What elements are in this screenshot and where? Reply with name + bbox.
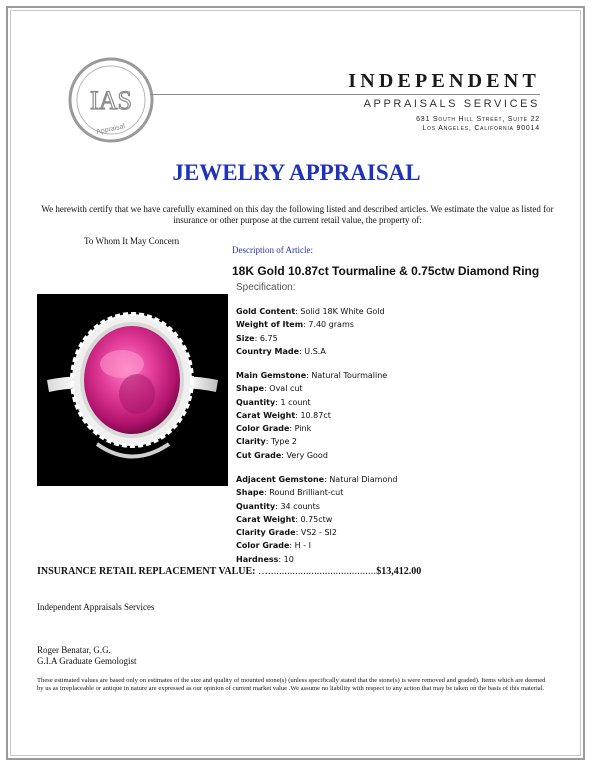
svg-text:Appraisal: Appraisal — [95, 123, 126, 136]
spec-value: Very Good — [286, 450, 328, 460]
header-divider — [150, 94, 540, 95]
spec-row: Cut Grade: Very Good — [236, 450, 328, 460]
specification-label: Specification: — [236, 282, 296, 293]
company-footer: Independent Appraisals Services — [37, 602, 155, 612]
spec-value: Pink — [294, 424, 312, 434]
spec-key: Cut Grade — [236, 450, 282, 460]
spec-value: Oval cut — [269, 384, 303, 394]
ring-photo — [37, 294, 228, 486]
spec-row: Gold Content: Solid 18K White Gold — [236, 307, 385, 316]
description-label: Description of Article: — [232, 245, 313, 255]
spec-key: Size — [236, 333, 255, 343]
company-subtitle: APPRAISALS SERVICES — [363, 98, 540, 110]
value-amount: $13,412.00 — [376, 566, 422, 577]
spec-row: Color Grade: Pink — [236, 424, 312, 434]
main-gemstone-specs — [236, 369, 387, 462]
spec-key: Carat Weight — [236, 410, 296, 420]
spec-key: Country Made — [236, 346, 300, 356]
value-leader: …........................................ — [257, 566, 377, 577]
spec-key: Quantity — [236, 501, 276, 511]
spec-row: Main Gemstone: Natural Tourmaline — [236, 371, 388, 380]
spec-value: 1 count — [280, 397, 311, 407]
spec-row: Shape: Round Brilliant-cut — [236, 488, 344, 498]
address-line-2: Los Angeles, California 90014 — [422, 125, 540, 132]
spec-value: Solid 18K White Gold — [300, 307, 385, 316]
recipient: To Whom It May Concern — [84, 236, 180, 246]
spec-row: Carat Weight: 0.75ctw — [236, 514, 333, 524]
spec-value: U.S.A — [304, 346, 326, 356]
company-name: INDEPENDENT — [348, 70, 540, 92]
spec-key: Main Gemstone — [236, 371, 307, 380]
item-title: 18K Gold 10.87ct Tourmaline & 0.75ctw Diamond Ring — [232, 264, 540, 278]
signer-block — [37, 645, 136, 667]
spec-key: Adjacent Gemstone — [236, 475, 325, 484]
spec-value: Round Brilliant-cut — [269, 488, 344, 498]
signer-name: Roger Benatar, G.G. — [37, 645, 111, 655]
spec-row: Country Made: U.S.A — [236, 346, 326, 356]
spec-key: Quantity — [236, 397, 276, 407]
document-title: JEWELRY APPRAISAL — [172, 160, 421, 185]
spec-value: 34 counts — [280, 501, 320, 511]
spec-value: 6.75 — [259, 333, 278, 343]
spec-value: VS2 - SI2 — [300, 528, 337, 538]
spec-row: Quantity: 1 count — [236, 397, 311, 407]
spec-key: Shape — [236, 488, 265, 498]
spec-row: Hardness: 10 — [236, 554, 294, 564]
spec-value: Natural Tourmaline — [311, 371, 388, 380]
address-line-1: 631 South Hill Street, Suite 22 — [416, 116, 540, 123]
signer-title: G.I.A Graduate Gemologist — [37, 656, 137, 666]
spec-row: Carat Weight: 10.87ct — [236, 410, 331, 420]
spec-key: Hardness — [236, 554, 279, 564]
spec-row: Weight of Item: 7.40 grams — [236, 320, 354, 330]
spec-key: Carat Weight — [236, 514, 296, 524]
spec-key: Clarity Grade — [236, 528, 296, 538]
replacement-value — [37, 566, 467, 577]
spec-value: 10 — [283, 554, 294, 564]
disclaimer: These estimated values are based only on estimates of the size and quality of mounted stone(s) (unless specifically stated that the stone(s) is were removed and graded). Items which are deemed by us as irreplaceable or antique in nature are expressed as our opinion of current market value .We assume no liability with respect to any action that may be taken on the basis of this material. — [37, 677, 546, 693]
spec-key: Color Grade — [236, 424, 290, 434]
ias-logo — [68, 57, 154, 143]
spec-value: Type 2 — [271, 437, 298, 447]
spec-row: Clarity: Type 2 — [236, 437, 298, 447]
spec-value: 7.40 grams — [308, 320, 354, 330]
value-label: INSURANCE RETAIL REPLACEMENT VALUE: — [37, 566, 256, 577]
general-specs — [236, 305, 385, 358]
spec-value: H - I — [294, 541, 312, 551]
spec-value: 0.75ctw — [300, 514, 333, 524]
spec-value: 10.87ct — [300, 410, 331, 420]
spec-row: Color Grade: H - I — [236, 541, 312, 551]
spec-row: Quantity: 34 counts — [236, 501, 320, 511]
adjacent-gemstone-specs — [236, 473, 397, 566]
spec-row: Size: 6.75 — [236, 333, 278, 343]
spec-key: Shape — [236, 384, 265, 394]
spec-row: Clarity Grade: VS2 - SI2 — [236, 528, 337, 538]
svg-text:IAS: IAS — [90, 86, 132, 115]
certification-text: We herewith certify that we have carefully examined on this day the following listed and described articles. We estimate the value as listed for insurance or other purpose at the current retail value, the property of: — [41, 204, 554, 225]
spec-key: Weight of Item — [236, 320, 304, 330]
spec-row: Shape: Oval cut — [236, 384, 303, 394]
spec-key: Color Grade — [236, 541, 290, 551]
spec-key: Clarity — [236, 437, 266, 447]
spec-row: Adjacent Gemstone: Natural Diamond — [236, 475, 398, 484]
spec-key: Gold Content — [236, 307, 296, 316]
spec-value: Natural Diamond — [329, 475, 398, 484]
